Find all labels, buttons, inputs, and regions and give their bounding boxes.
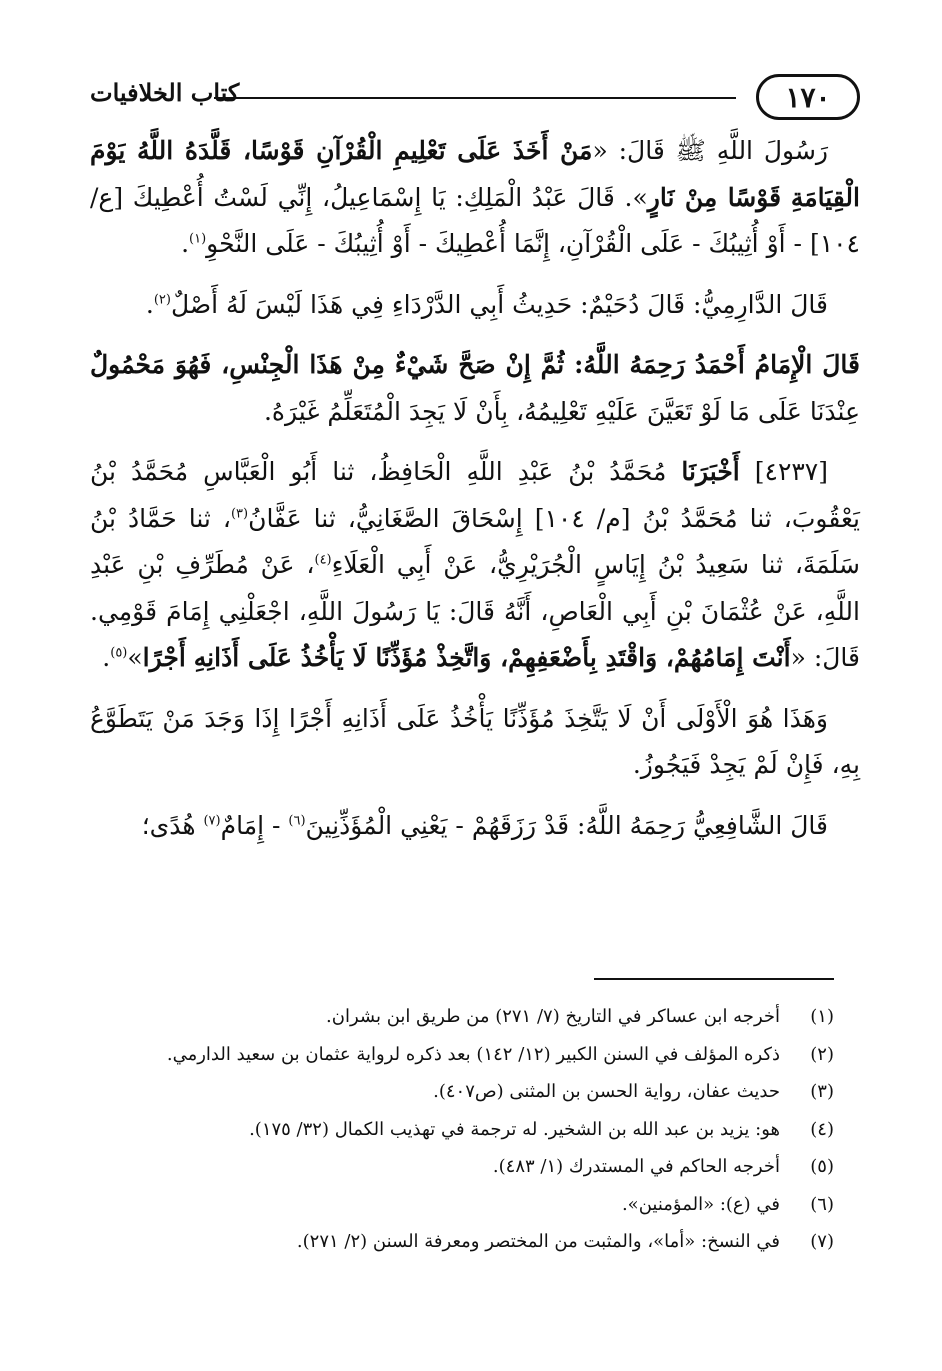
text-run: عَبْدِ اللَّهِ، عَنْ عُثْمَانَ بْنِ أَبِي الْعَاصِ، أَنَّهُ قَالَ: يَا رَسُولَ اللَّهِ، اجْعَلْنِي إِمَامَ (90, 550, 860, 626)
text-run: . (181, 229, 190, 258)
footnote (100, 1111, 834, 1149)
page-number: ١٧٠ (756, 74, 860, 120)
footnote (100, 1036, 834, 1074)
hadith-number: [٤٢٣٧] (739, 457, 828, 486)
text-run: ، ثنا حَمَّادُ بْنُ (90, 503, 231, 533)
footnote-ref: (٣) (230, 506, 249, 522)
footnote-text: في (ع): «المؤمنين». (621, 1193, 780, 1215)
footnote-separator (594, 978, 834, 980)
footnote-ref: (٧) (203, 813, 221, 829)
footnote-number: (١) (810, 1006, 834, 1027)
text-run: قَوْمِي. قَالَ: « (90, 596, 860, 672)
text-run: يَعْقُوبَ، ثنا مُحَمَّدُ بْنُ [م/ ١٠٤] إِسْحَاقَ الصَّغَانِيُّ، ثنا عَفَّانُ (248, 503, 860, 533)
footnote-number: (٢) (810, 1043, 834, 1065)
footnote (100, 1223, 834, 1261)
text-run: يَتَطَوَّعُ بِهِ، فَإِنْ لَمْ يَجِدْ فَيَجُوزُ. (90, 703, 860, 779)
footnote-text: هو: يزيد بن عبد الله بن الشخير. له ترجمة في تهذيب الكمال (٣٢/ ١٧٥). (249, 1118, 780, 1140)
text-run: مُحَمَّدُ بْنُ عَبْدِ اللَّهِ الْحَافِظُ، ثنا أَبُو الْعَبَّاسِ مُحَمَّدُ بْنُ (90, 457, 682, 486)
footnote (100, 1148, 834, 1186)
text-run: قَالَ الشَّافِعِيُّ رَحِمَهُ اللَّهُ: قَدْ رَزَقَهُمْ - يَعْنِي الْمُؤَذِّنِينَ (305, 810, 828, 840)
text-run: » (127, 643, 143, 672)
hadith-quote: قَوْسًا مِنْ نَارٍ (647, 182, 782, 212)
text-run: . (145, 289, 154, 319)
hadith-quote: أَجْرًا (142, 643, 186, 672)
text-run: سَلَمَةَ، ثنا سَعِيدُ بْنُ إِيَاسٍ الْجُرَيْرِيُّ، عَنْ أَبِي الْعَلَاءِ (331, 550, 860, 579)
hadith-quote: أَنْتَ إِمَامُهُمْ، وَاقْتَدِ بِأَضْعَفِهِمْ، وَاتَّخِذْ مُؤَذِّنًا لَا يَأْخُذُ عَلَى أَذَانِهِ (193, 643, 791, 672)
footnote-ref: (٢) (153, 292, 171, 308)
footnote-text: أخرجه ابن عساكر في التاريخ (٧/ ٢٧١) من طريق ابن بشران. (326, 1006, 780, 1027)
footnote (100, 1186, 834, 1224)
footnote-ref: (٥) (110, 645, 128, 661)
paragraph (90, 128, 860, 268)
hadith-quote: مَنْ أَخَذَ عَلَى تَعْلِيمِ الْقُرْآنِ قَوْسًا، قَلَّدَهُ اللَّهُ يَوْمَ الْقِيَامَةِ (90, 136, 860, 212)
footnote-number: (٧) (810, 1231, 834, 1252)
text-run: ثُمَّ إِنْ صَحَّ شَيْءٌ مِنْ هَذَا الْجِنْسِ، فَهُوَ مَحْمُولٌ (90, 350, 575, 379)
author-heading: قَالَ الْإِمَامُ أَحْمَدُ رَحِمَهُ اللَّهُ: (574, 350, 860, 379)
text-run: أُثِيبُكَ - عَلَى الْقُرْآنِ، إِنَّمَا أُعْطِيكَ - أَوْ أُثِيبُكَ - عَلَى النَّحْوِ (206, 229, 759, 258)
text-run: هُدًى؛ (141, 810, 204, 840)
footnotes (100, 998, 834, 1261)
text-run: - إِمَامٌ (220, 810, 289, 840)
footnote-text: ذكره المؤلف في السنن الكبير (١٢/ ١٤٢) بعد ذكره لرواية عثمان بن سعيد الدارمي. (166, 1043, 780, 1065)
footnote-ref: (٦) (288, 813, 306, 829)
footnote-text: أخرجه الحاكم في المستدرك (١/ ٤٨٣). (492, 1156, 780, 1177)
paragraph (90, 342, 860, 435)
main-text (90, 128, 860, 849)
footnote-ref: (١) (189, 231, 207, 247)
footnote-number: (٥) (810, 1156, 834, 1177)
footnote-number: (٤) (810, 1118, 834, 1140)
footnote-text: حديث عفان، رواية الحسن بن المثنى (ص٤٠٧). (433, 1081, 780, 1102)
text-run: رَسُولَ اللَّهِ ﷺ قَالَ: « (592, 136, 828, 165)
akhbarana-label: أَخْبَرَنَا (681, 457, 740, 486)
footnote (100, 1073, 834, 1111)
footnote-number: (٦) (810, 1193, 834, 1215)
text-run: ، عَنْ مُطَرِّفِ بْنِ (137, 550, 315, 579)
text-run: وَهَذَا هُوَ الْأَوْلَى أَنْ لَا يَتَّخِذَ مُؤَذِّنًا يَأْخُذُ عَلَى أَذَانِهِ أَجْرًا إِذَا وَجَدَ مَنْ (162, 703, 829, 733)
text-run: ». قَالَ عَبْدُ الْمَلِكِ: يَا إِسْمَاعِيلُ، إِنِّي لَسْتُ أُعْطِيكَ [ع/ ١٠٤] - أَوْ (90, 182, 860, 258)
paragraph (90, 449, 860, 682)
footnote (100, 998, 834, 1036)
footnote-text: في النسخ: «أما»، والمثبت من المختصر ومعرفة السنن (٢/ ٢٧١). (296, 1231, 780, 1252)
paragraph (90, 282, 860, 329)
text-run: . (102, 643, 111, 672)
book-title: كتاب الخلافيات (90, 78, 240, 107)
text-run: قَالَ الدَّارِمِيُّ: قَالَ دُحَيْمٌ: حَدِيثُ أَبِي الدَّرْدَاءِ فِي هَذَا لَيْسَ لَهُ أَصْلٌ (170, 289, 828, 319)
paragraph (90, 696, 860, 789)
paragraph (90, 803, 860, 850)
page-header (90, 70, 860, 126)
footnote-number: (٣) (810, 1081, 834, 1102)
header-rule (214, 97, 736, 99)
text-run: عِنْدَنَا عَلَى مَا لَوْ تَعَيَّنَ عَلَيْهِ تَعْلِيمُهُ، بِأَنْ لَا يَجِدَ الْمُتَعَلِّمُ غَيْرَهُ. (263, 396, 860, 426)
footnote-ref: (٤) (314, 552, 332, 568)
